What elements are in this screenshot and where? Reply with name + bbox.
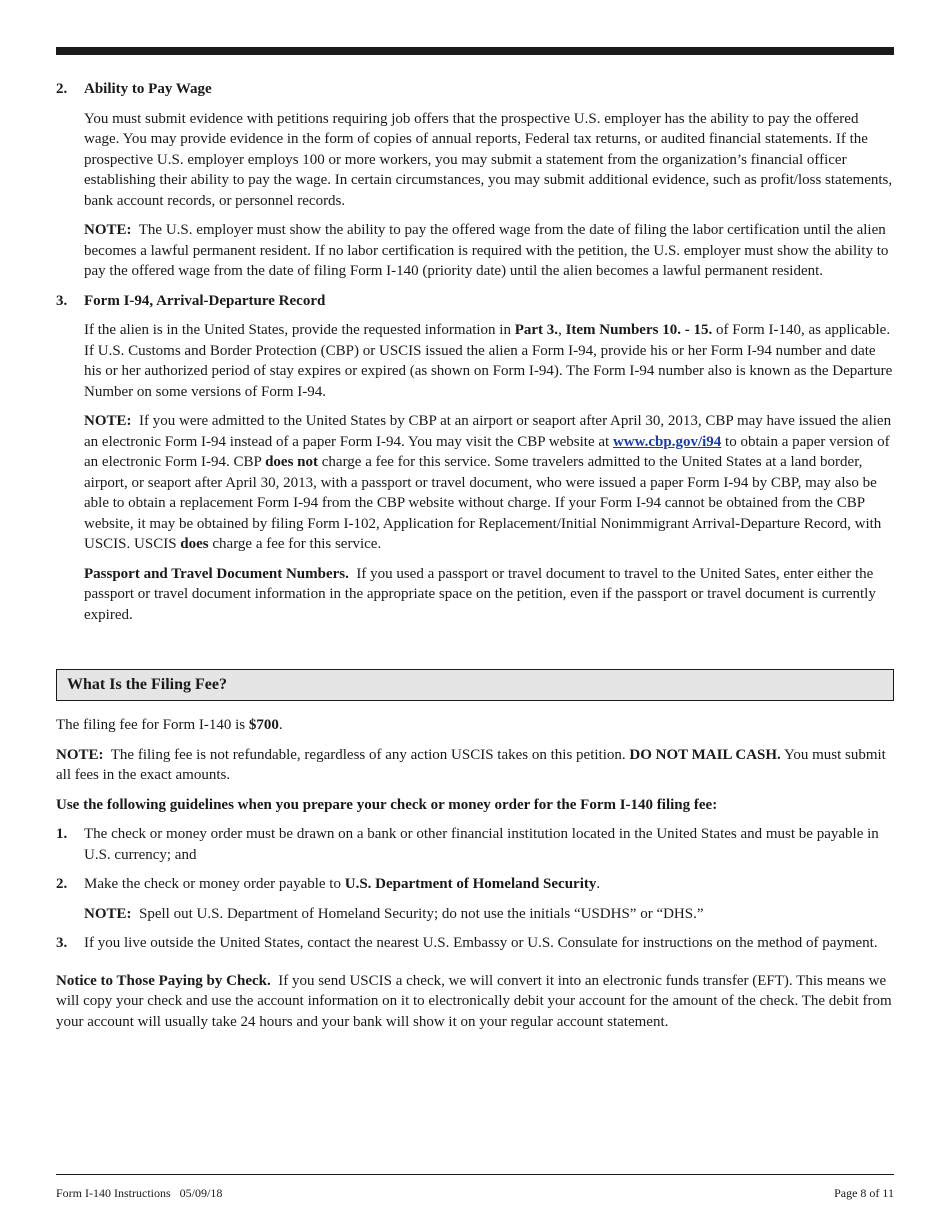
list-number: 3. [56, 935, 68, 951]
i94-paragraph [84, 320, 894, 402]
text-run: Make the check or money order payable to [84, 876, 345, 892]
text-run: . [596, 876, 601, 892]
check-notice [56, 971, 894, 1033]
note-text: The U.S. employer must show the ability to pay the offered wage from the date of filing the labor certification until the alien becomes a lawful permanent resident. If no labor certification is required with the petition, the U.S. employer must show the ability to pay the offered wage from the date of filing Form I-140 (priority date) until the alien becomes a lawful permanent resident. [84, 222, 889, 279]
item-title: Ability to Pay Wage [84, 81, 212, 97]
cbp-website-link[interactable]: www.cbp.gov/i94 [612, 433, 722, 450]
emphasis: DO NOT MAIL CASH. [629, 746, 781, 763]
text-run: The filing fee is not refundable, regardless of any action USCIS takes on this petition. [110, 746, 630, 763]
note-label: NOTE: [84, 905, 132, 922]
emphasis: does [180, 536, 209, 552]
note-text: Spell out U.S. Department of Homeland Security; do not use the initials “USDHS” or “DHS.” [139, 905, 704, 922]
item-numbers-ref: Item Numbers 10. - 15. [565, 322, 713, 338]
passport-label: Passport and Travel Document Numbers. [84, 565, 349, 582]
check-notice-text: If you send USCIS a check, we will convert it into an electronic funds transfer (EFT). This means we will copy your check and use the account information on it to electronically debit your account for the amount of the check. The debit from your account will usually take 24 hours and your bank will show it on your regular account statement. [56, 972, 892, 1030]
section-header-filing-fee: What Is the Filing Fee? [56, 669, 894, 701]
item-ability-to-pay [56, 79, 894, 282]
text-run: You must submit all fees in the exact amounts. [56, 746, 886, 783]
note-label: NOTE: [56, 746, 104, 763]
list-note [84, 904, 894, 925]
i94-note [84, 411, 894, 555]
text-run: If the alien is in the United States, provide the requested information in [84, 322, 515, 338]
item-title: Form I-94, Arrival-Departure Record [84, 292, 326, 309]
note-label: NOTE: [84, 222, 132, 238]
text-run: , [558, 322, 566, 338]
list-number: 2. [56, 876, 68, 892]
list-number: 1. [56, 826, 68, 842]
list-text: The check or money order must be drawn on a bank or other financial institution located in the United States and must be payable in U.S. currency; and [84, 826, 879, 863]
list-text: If you live outside the United States, contact the nearest U.S. Embassy or U.S. Consulate for instructions on the method of payment. [84, 935, 878, 951]
guidelines-heading: Use the following guidelines when you prepare your check or money order for the Form I-140 filing fee: [56, 796, 718, 813]
text-run: charge a fee for this service. [208, 536, 382, 552]
fee-note [56, 745, 894, 786]
passport-text: If you used a passport or travel document to travel to the United Sates, enter either the passport or travel document information in the appropriate space on the petition, even if the passport or travel document is currently expired. [84, 565, 876, 623]
footer-rule [56, 1174, 894, 1175]
item-number: 2. [56, 81, 68, 97]
note-label: NOTE: [84, 413, 132, 429]
ability-paragraph: You must submit evidence with petitions requiring job offers that the prospective U.S. employer has the ability to pay the offered wage. You may provide evidence in the form of copies of annual reports, Federal tax returns, or audited financial statements. If the prospective U.S. employer employs 100 or more workers, you may submit a statement from the organization’s financial officer establishing their ability to pay the wage. In certain circumstances, you may submit additional evidence, such as profit/loss statements, bank account records, or personnel records. [84, 110, 893, 209]
text-run: If you were admitted to the United States by CBP at an airport or seaport after April 30, 2013, CBP may have issued the alien an electronic Form I-94 instead of a paper Form I-94. You may visit the CBP website at [84, 413, 892, 450]
fee-amount: $700 [248, 717, 279, 733]
list-text [84, 874, 894, 895]
fee-list-item-3 [56, 933, 894, 954]
text-run: charge a fee for this service. Some travelers admitted to the United States at a land border, airport, or seaport after April 30, 2013, with a passport or travel document, who were issued a paper Form I-94 by CBP, may also be able to obtain a replacement Form I-94 from the CBP website without charge. If your Form I-94 cannot be obtained from the CBP website, it may be obtained by filing Form I-102, Application for Replacement/Initial Nonimmigrant Arrival-Departure Record, with USCIS. USCIS [84, 454, 882, 552]
fee-list-item-2 [56, 874, 894, 924]
text-run: to obtain a paper version of an electronic Form I-94. CBP [84, 433, 890, 470]
text-run: . [278, 717, 283, 733]
passport-paragraph [84, 564, 894, 626]
ability-note [84, 220, 894, 282]
part-ref: Part 3. [514, 322, 559, 338]
text-run: The filing fee for Form I-140 is [56, 717, 249, 733]
check-notice-label: Notice to Those Paying by Check. [56, 972, 271, 989]
item-form-i94 [56, 291, 894, 626]
payee-name: U.S. Department of Homeland Security [344, 876, 597, 892]
emphasis: does not [265, 454, 319, 470]
top-rule [56, 47, 894, 55]
text-run: of Form I-140, as applicable. If U.S. Customs and Border Protection (CBP) or USCIS issued the alien a Form I-94, provide his or her Form I-94 number and date his or her authorized period of stay expires or expired (as shown on Form I-94). The Form I-94 number also is known as the Departure Number on some versions of Form I-94. [84, 322, 893, 400]
fee-list-item-1 [56, 824, 894, 865]
footer-form-id: Form I-140 Instructions 05/09/18 [56, 1186, 223, 1200]
footer-page-number: Page 8 of 11 [834, 1186, 894, 1200]
fee-amount-line [56, 715, 894, 736]
item-number: 3. [56, 292, 68, 309]
page-content [56, 79, 894, 1041]
